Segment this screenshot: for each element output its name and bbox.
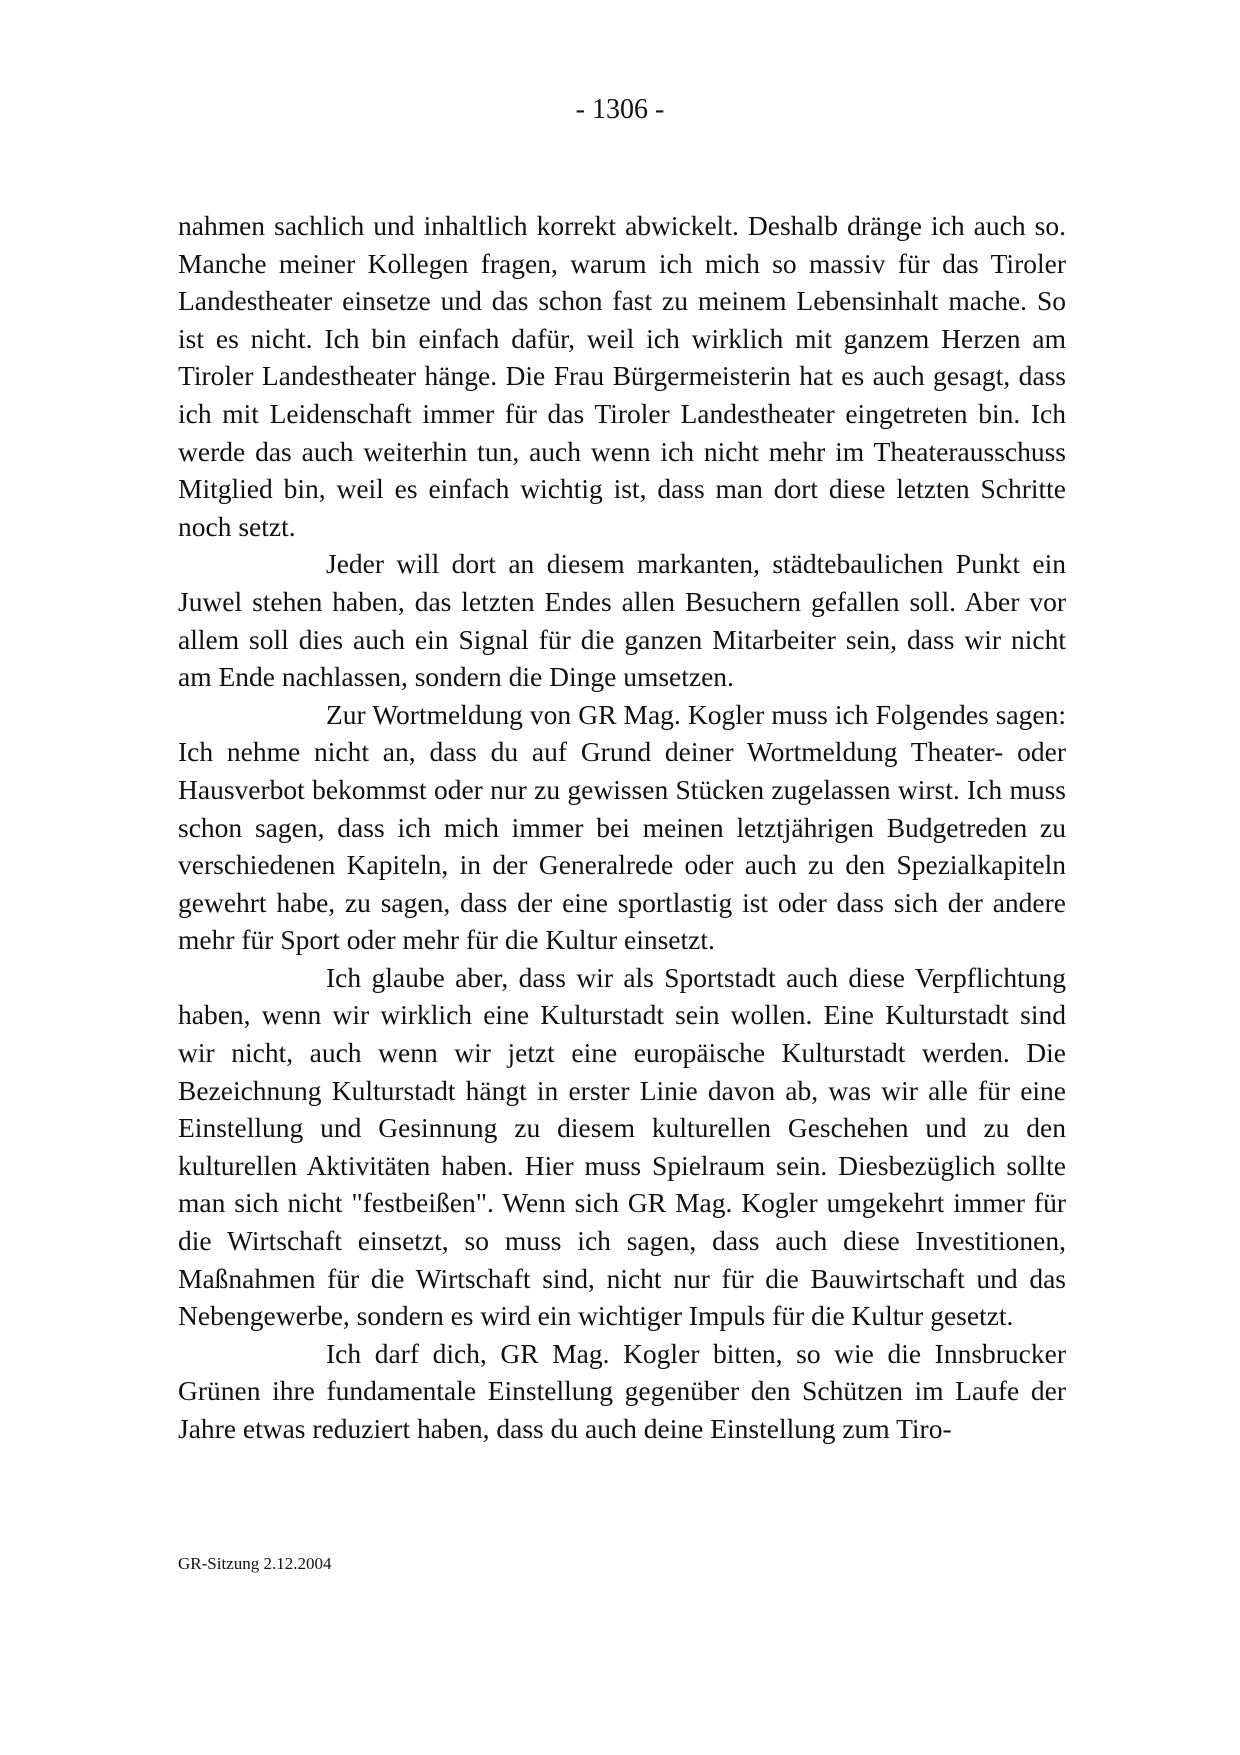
paragraph: Zur Wortmeldung von GR Mag. Kogler muss ich Folgendes sagen: Ich nehme nicht an, dass du auf Grund deiner Wortmeldung Theater- oder Hausverbot bekommst oder nur zu gewissen Stücken zugelassen wirst. Ich muss schon sagen, dass ich mich immer bei meinen letztjährigen Budgetreden zu verschiedenen Kapiteln, in der Generalrede oder auch zu den Spezialkapiteln gewehrt habe, zu sagen, dass der eine sportlastig ist oder dass sich der andere mehr für Sport oder mehr für die Kultur einsetzt. <box>178 698 1066 956</box>
footer-session-label: GR-Sitzung 2.12.2004 <box>178 1554 332 1573</box>
paragraph: Jeder will dort an diesem markanten, städtebaulichen Punkt ein Juwel stehen haben, das letzten Endes allen Besuchern gefallen soll. Aber vor allem soll dies auch ein Signal für die ganzen Mitarbeiter sein, dass wir nicht am Ende nachlassen, sondern die Dinge umsetzen. <box>178 548 1066 693</box>
page-number: - 1306 - <box>575 94 665 125</box>
paragraph: Ich glaube aber, dass wir als Sportstadt auch diese Verpflichtung haben, wenn wir wirklich eine Kulturstadt sein wollen. Eine Kulturstadt sind wir nicht, auch wenn wir jetzt eine europäische Kulturstadt werden. Die Bezeichnung Kulturstadt hängt in erster Linie davon ab, was wir alle für eine Einstellung und Gesinnung zu diesem kulturellen Geschehen und zu den kulturellen Aktivitäten haben. Hier muss Spielraum sein. Diesbezüglich sollte man sich nicht "festbeißen". Wenn sich GR Mag. Kogler umgekehrt immer für die Wirtschaft einsetzt, so muss ich sagen, dass auch diese Investitionen, Maßnahmen für die Wirtschaft sind, nicht nur für die Bauwirtschaft und das Nebengewerbe, sondern es wird ein wichtiger Impuls für die Kultur gesetzt. <box>178 961 1066 1332</box>
paragraph: Ich darf dich, GR Mag. Kogler bitten, so wie die Innsbrucker Grünen ihre fundamentale Einstellung gegenüber den Schützen im Laufe der Jahre etwas reduziert haben, dass du auch deine Einstellung zum Tiro- <box>178 1337 1066 1444</box>
paragraph: nahmen sachlich und inhaltlich korrekt abwickelt. Deshalb dränge ich auch so. Manche meiner Kollegen fragen, warum ich mich so massiv für das Tiroler Landestheater einsetze und das schon fast zu meinem Lebensinhalt mache. So ist es nicht. Ich bin einfach dafür, weil ich wirklich mit ganzem Herzen am Tiroler Landestheater hänge. Die Frau Bürgermeisterin hat es auch gesagt, dass ich mit Leidenschaft immer für das Tiroler Landestheater eingetreten bin. Ich werde das auch weiterhin tun, auch wenn ich nicht mehr im Theaterausschuss Mitglied bin, weil es einfach wichtig ist, dass man dort diese letzten Schritte noch setzt. <box>178 210 1066 542</box>
body-text <box>178 207 1066 1448</box>
